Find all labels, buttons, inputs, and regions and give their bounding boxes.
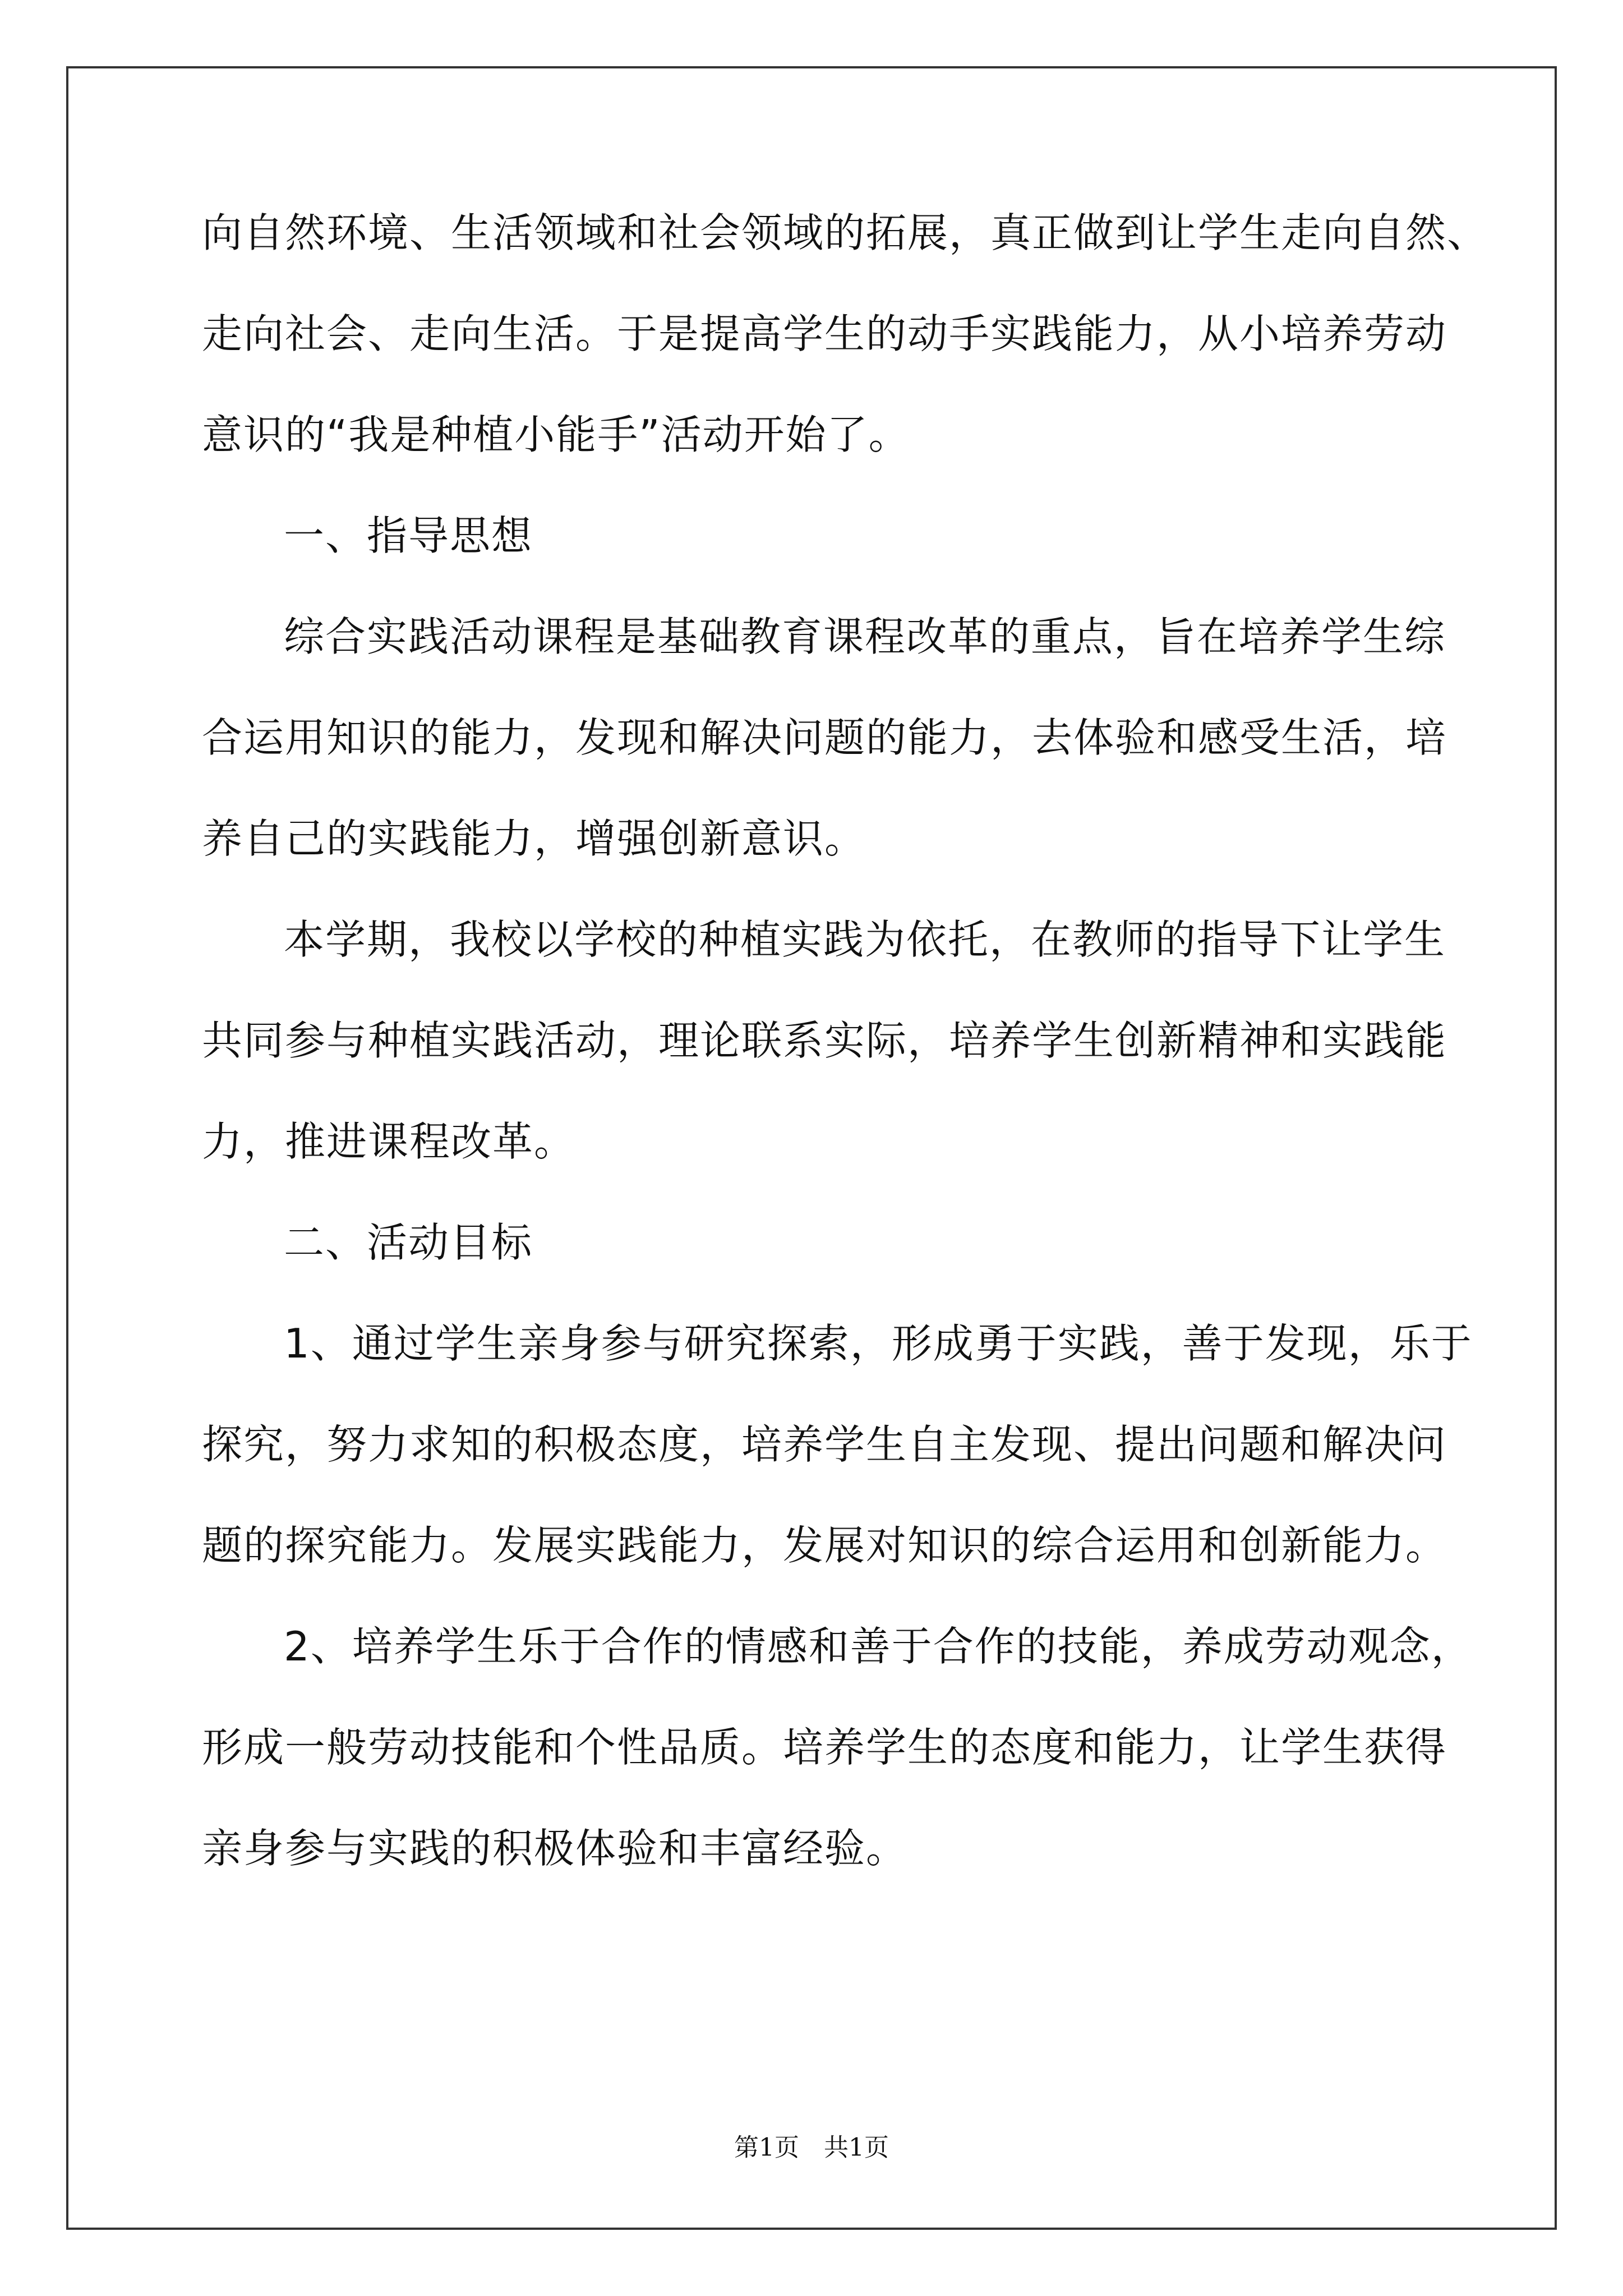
text-line: 养自己的实践能力，增强创新意识。 bbox=[202, 815, 866, 862]
text-line: 合运用知识的能力，发现和解决问题的能力，去体验和感受生活，培 bbox=[202, 714, 1447, 761]
text-line: 力，推进课程改革。 bbox=[202, 1118, 576, 1165]
section-heading: 一、指导思想 bbox=[284, 512, 533, 559]
text-line: 亲身参与实践的积极体验和丰富经验。 bbox=[202, 1825, 908, 1872]
section-heading: 二、活动目标 bbox=[284, 1219, 533, 1266]
text-line: 走向社会、走向生活。于是提高学生的动手实践能力，从小培养劳动 bbox=[202, 310, 1447, 357]
text-line: 题的探究能力。发展实践能力，发展对知识的综合运用和创新能力。 bbox=[202, 1522, 1447, 1569]
text-line: 形成一般劳动技能和个性品质。培养学生的态度和能力，让学生获得 bbox=[202, 1724, 1447, 1771]
document-body bbox=[202, 208, 1489, 1924]
text-line: 共同参与种植实践活动，理论联系实际，培养学生创新精神和实践能 bbox=[202, 1017, 1447, 1064]
text-line: 意识的“我是种植小能手”活动开始了。 bbox=[202, 411, 910, 458]
text-line: 向自然环境、生活领域和社会领域的拓展，真正做到让学生走向自然、 bbox=[202, 209, 1489, 256]
text-line: 探究，努力求知的积极态度，培养学生自主发现、提出问题和解决问 bbox=[202, 1421, 1447, 1468]
text-line: 综合实践活动课程是基础教育课程改革的重点，旨在培养学生综 bbox=[284, 613, 1446, 660]
page-number: 第1页 共1页 bbox=[734, 2133, 889, 2162]
text-line: 2、培养学生乐于合作的情感和善于合作的技能，养成劳动观念， bbox=[284, 1623, 1473, 1670]
text-line: 本学期，我校以学校的种植实践为依托，在教师的指导下让学生 bbox=[284, 916, 1446, 963]
text-line: 1、通过学生亲身参与研究探索，形成勇于实践，善于发现，乐于 bbox=[284, 1320, 1473, 1367]
